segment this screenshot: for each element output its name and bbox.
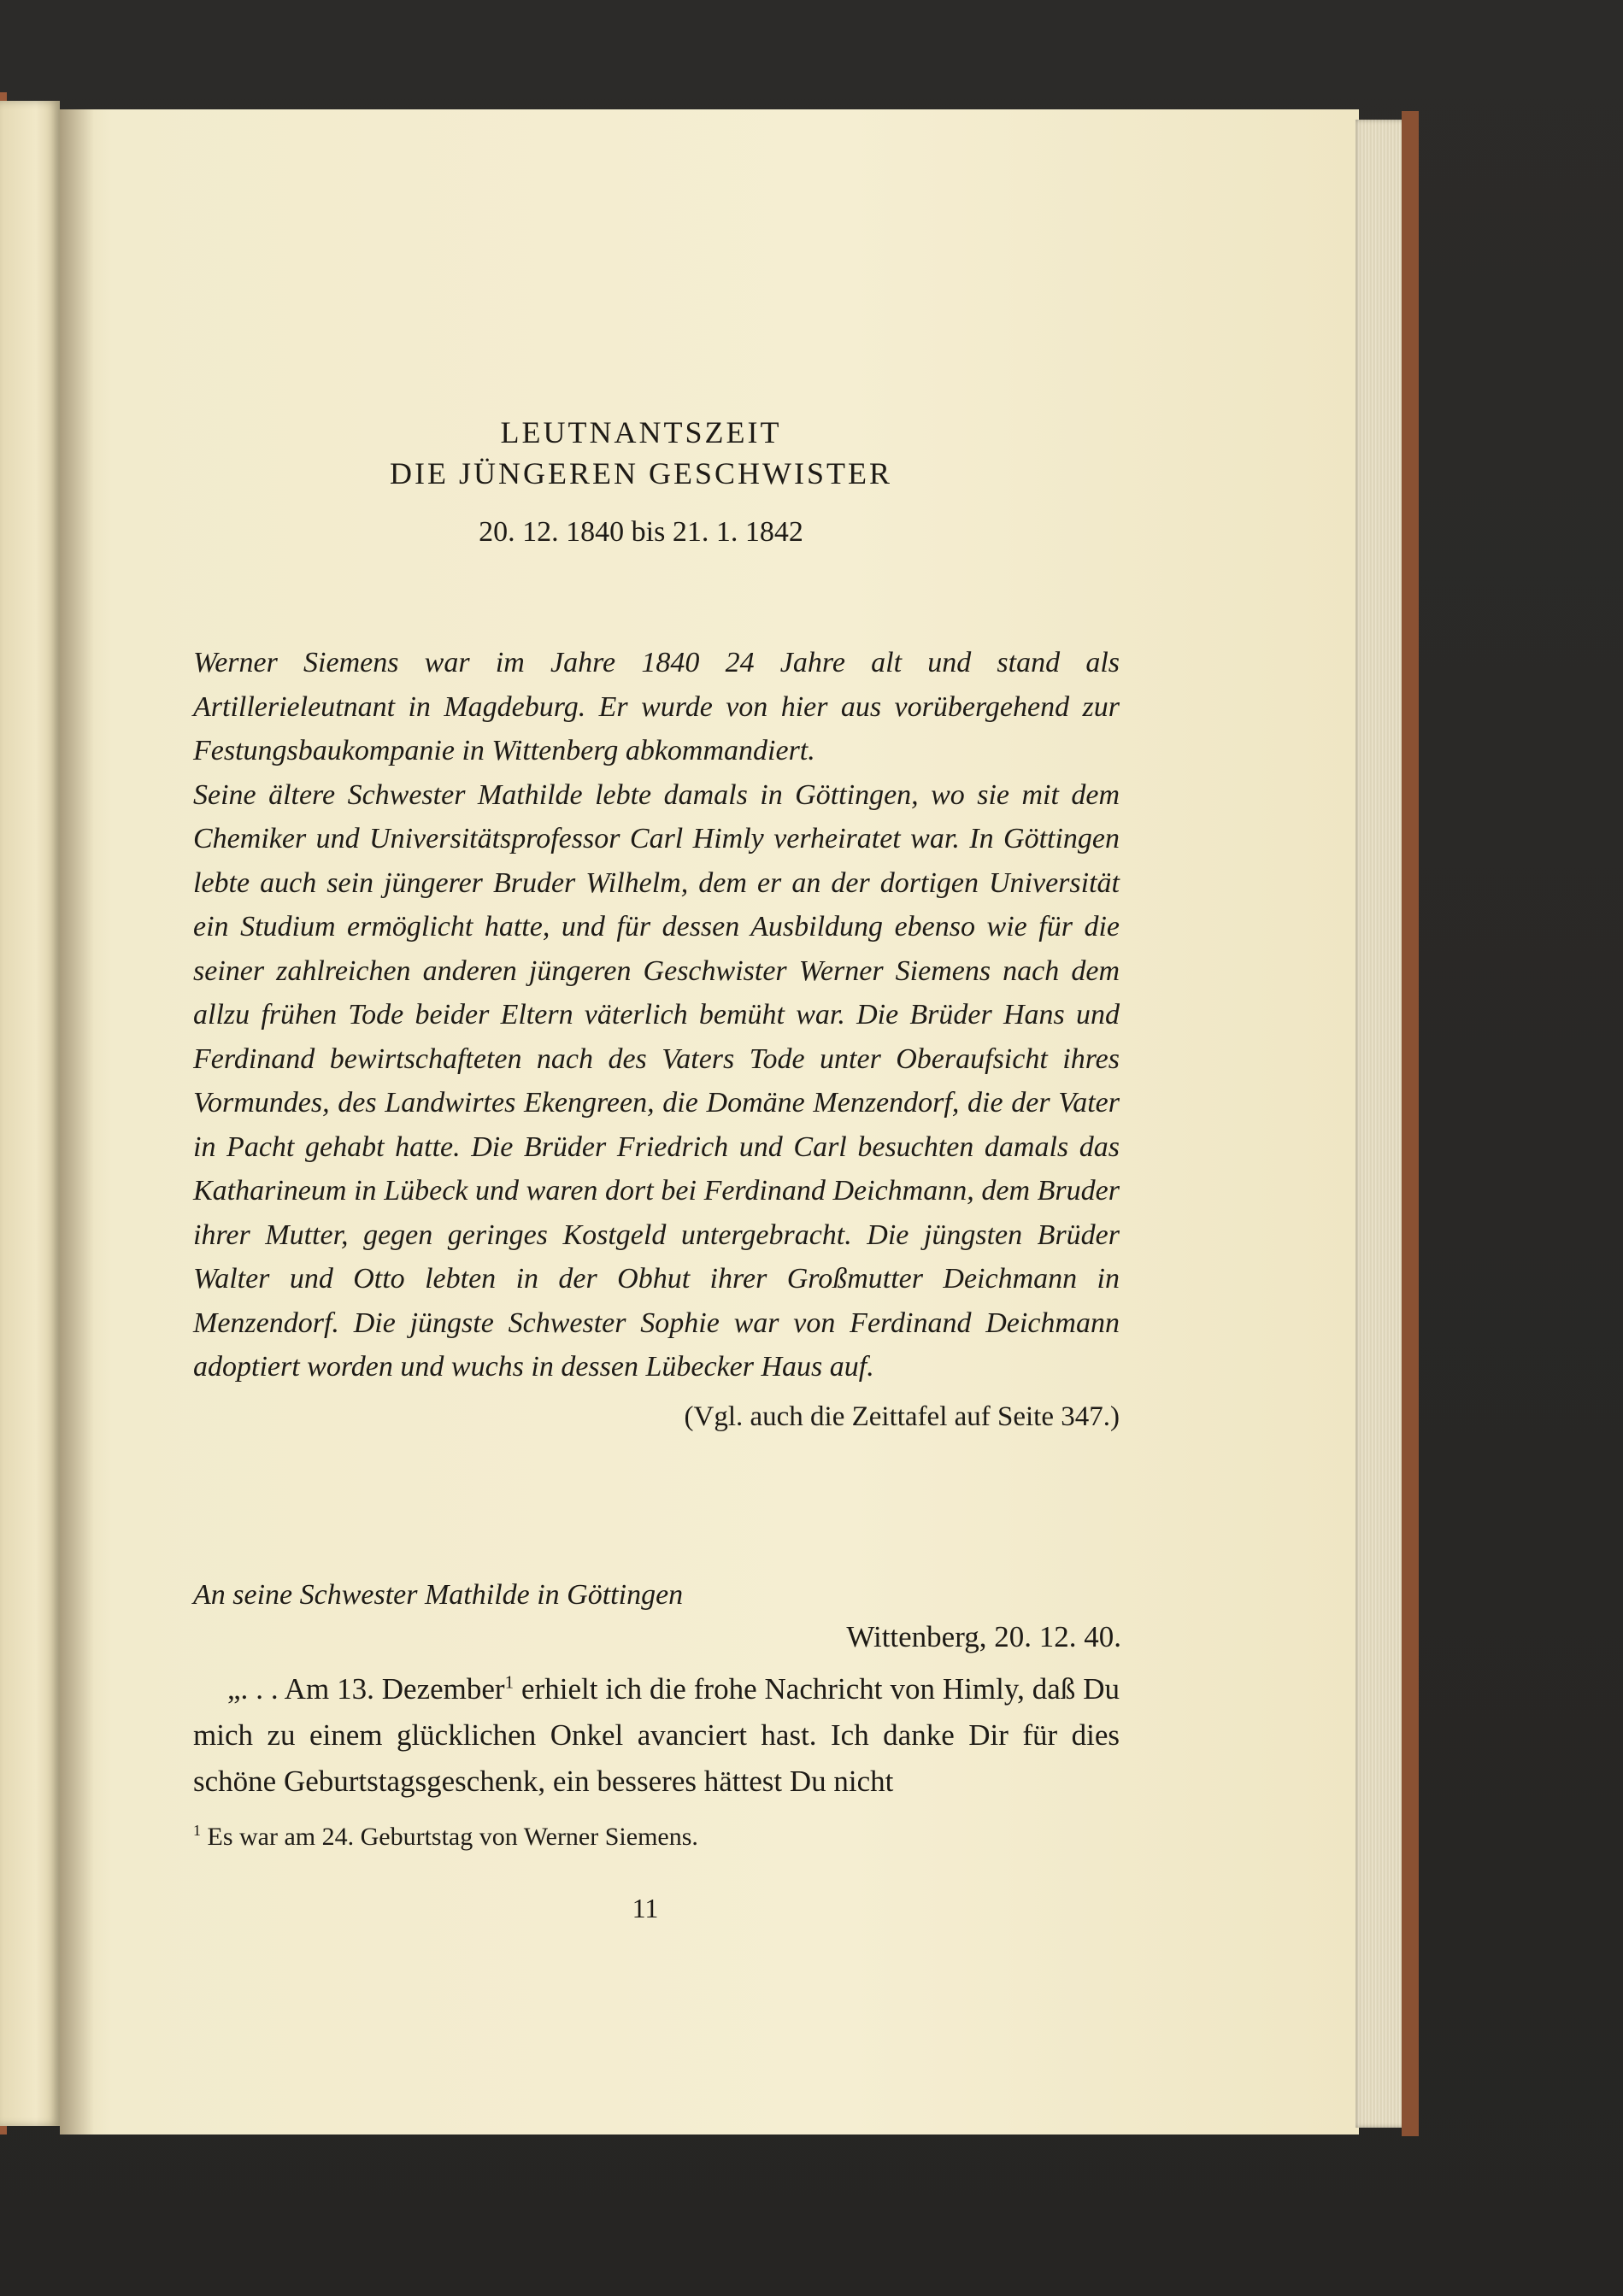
letter-text [193,1666,1120,1805]
intro-paragraph-2: Seine ältere Schwester Mathilde lebte damals in Göttingen, wo sie mit dem Chemiker und Universitätsprofessor Carl Himly verheiratet war. In Göttingen lebte auch sein jüngerer Bruder Wilhelm, dem er an der dortigen Universität ein Studium ermöglicht hatte, und für dessen Ausbildung ebenso wie für die seiner zahlreichen anderen jüngeren Geschwister Werner Siemens nach dem allzu frühen Tode beider Eltern väterlich bemüht war. Die Brüder Hans und Ferdinand bewirtschafteten nach des Vaters Tode unter Oberaufsicht ihres Vormundes, des Landwirtes Ekengreen, die Domäne Menzendorf, die der Vater in Pacht gehabt hatte. Die Brüder Friedrich und Carl besuchten damals das Katharineum in Lübeck und waren dort bei Ferdinand Deichmann, dem Bruder ihrer Mutter, gegen geringes Kostgeld untergebracht. Die jüngsten Brüder Walter und Otto lebten in der Obhut ihrer Großmutter Deichmann in Menzendorf. Die jüngste Schwester Sophie war von Ferdinand Deichmann adoptiert worden und wuchs in dessen Lübecker Haus auf. [193,778,1120,1383]
page-number: 11 [632,1893,659,1923]
footnote [193,1823,1120,1852]
chapter-subtitle: DIE JÜNGEREN GESCHWISTER [390,456,892,490]
letter-salutation: An seine Schwester Mathilde in Göttingen [193,1579,684,1611]
letter-text-rest: erhielt ich die frohe Nachricht von Himly, daß Du mich zu einem glücklichen Onkel avanciert hast. Ich danke Dir für dies schöne Geburtstagsgeschenk, ein besseres hättest Du nicht [193,1672,1120,1798]
intro-text [193,641,1120,1389]
footnote-text: Es war am 24. Geburtstag von Werner Siemens. [201,1823,698,1851]
intro-reference: (Vgl. auch die Zeittafel auf Seite 347.) [684,1401,1120,1432]
footnote-marker: 1 [504,1671,515,1693]
letter-paragraph [193,1666,1120,1805]
letter-text-start: „. . . Am 13. Dezember [227,1672,505,1706]
intro-paragraph-1: Werner Siemens war im Jahre 1840 24 Jahre alt und stand als Artillerieleutnant in Magdeburg. Er wurde von hier aus vorübergehend zur Festungsbaukompanie in Wittenberg abkommandiert. [193,647,1120,766]
footnote-number: 1 [193,1822,201,1839]
chapter-dates: 20. 12. 1840 bis 21. 1. 1842 [479,516,803,548]
letter-place-date: Wittenberg, 20. 12. 40. [846,1620,1121,1653]
chapter-title: LEUTNANTSZEIT [500,415,782,449]
